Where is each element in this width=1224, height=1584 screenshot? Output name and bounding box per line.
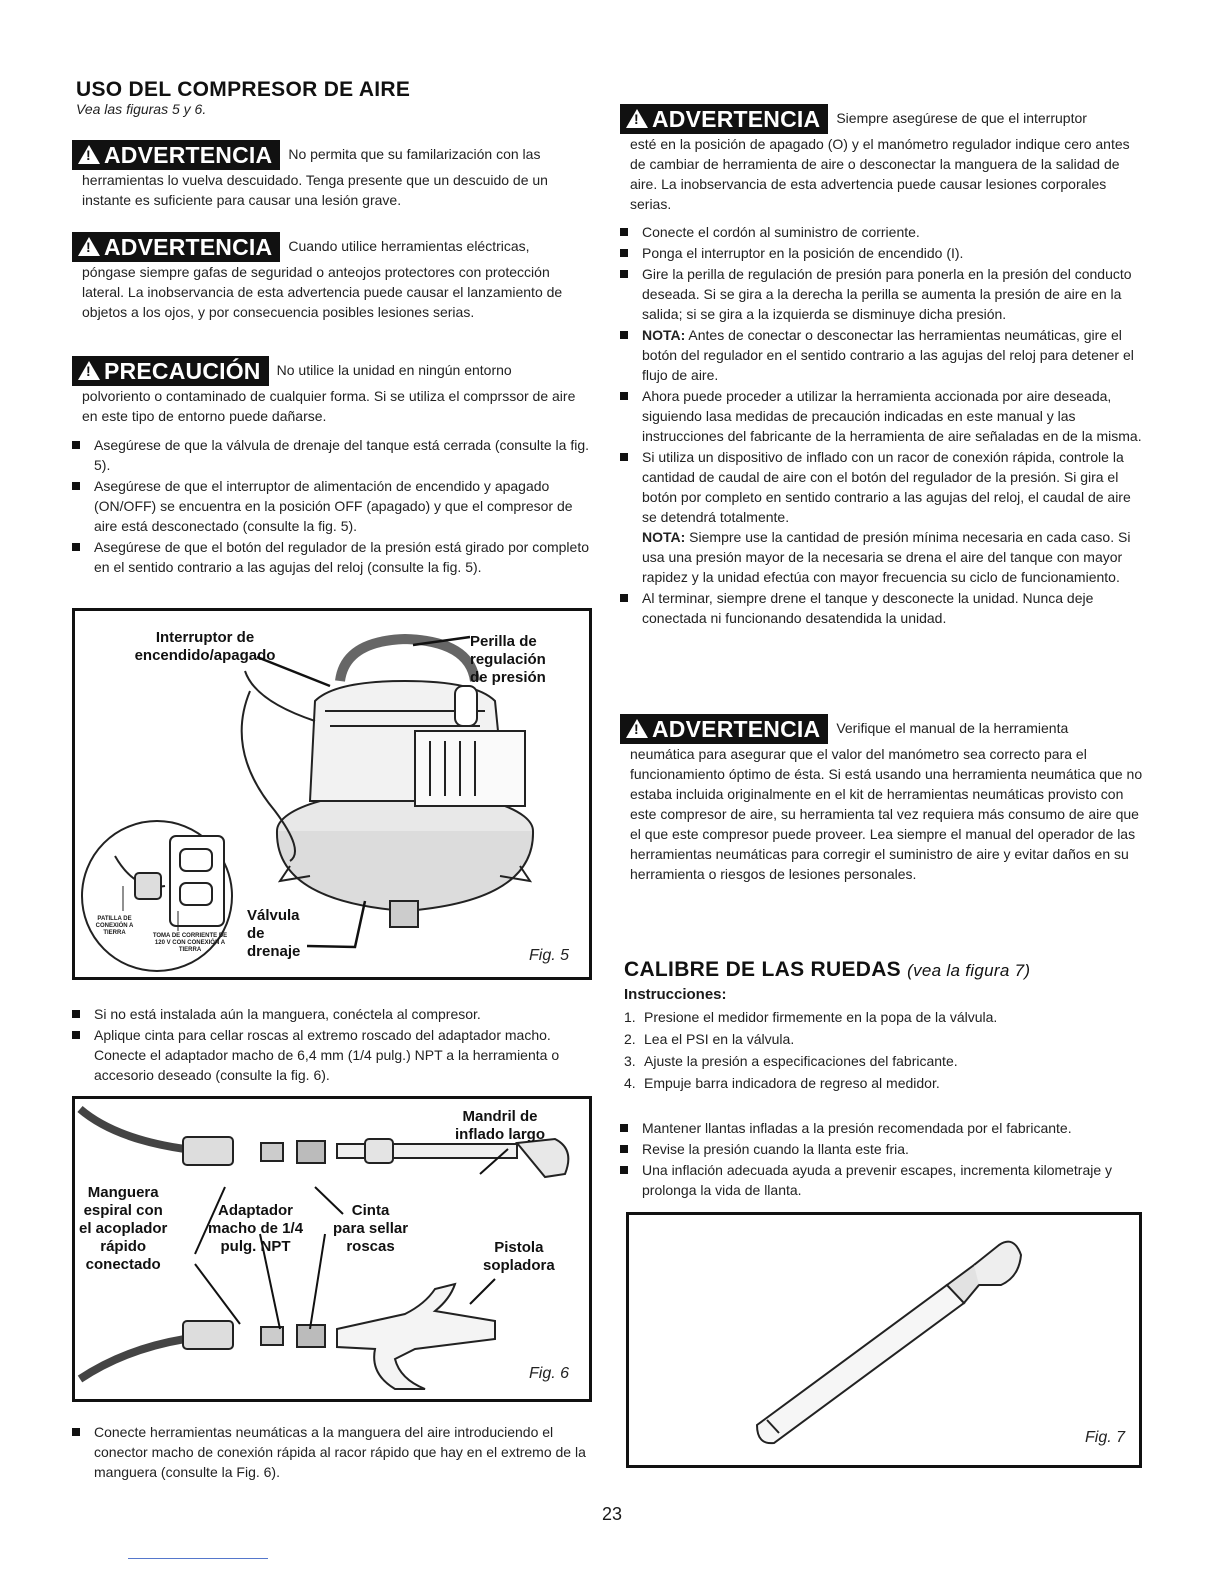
warning-text: neumática para asegurar que el valor del manómetro sea correcto para el funcionamiento óptimo de ésta. Si está usando una herramienta neumática que no estaba incluida originalmente en el kit de herramientas neumáticas provisto con este compresor de aire, su herramienta tal vez requiera más consumo de aire que el que este compresor puede proveer. Lea siempre el manual del operador de las herramientas neumáticas para corregir el suministro de aire y evitar daños en su herramienta o riesgos de lesiones personales. xyxy=(630,746,1143,882)
warning-badge: !ADVERTENCIA xyxy=(72,140,280,170)
label-power-switch: Interruptor de encendido/apagado xyxy=(134,629,276,664)
bullet-list-prep xyxy=(72,435,590,578)
list-item: Asegúrese de que el botón del regulador de la presión está girado por completo en el sentido contrario a las agujas del reloj (consulte la fig. 5). xyxy=(72,537,590,577)
section-title-compressor-use: USO DEL COMPRESOR DE AIRE xyxy=(76,78,411,101)
warning-triangle-icon xyxy=(626,109,648,128)
bullet-list-operation xyxy=(620,222,1143,629)
list-item: NOTA: Antes de conectar o desconectar las herramientas neumáticas, gire el botón del regulador en el sentido contrario a las agujas del reloj para detener el flujo de aire. xyxy=(620,325,1143,385)
tire-gauge-illustration xyxy=(629,1215,1139,1465)
figure-5 xyxy=(72,608,592,980)
warning-block-bottom xyxy=(620,714,1145,884)
caution-lead: No utilice la unidad en ningún entorno xyxy=(276,362,512,378)
figure-caption: Fig. 5 xyxy=(529,947,570,964)
warning-triangle-icon xyxy=(78,237,100,256)
instructions-label: Instrucciones: xyxy=(624,986,727,1003)
list-item: Conecte el cordón al suministro de corriente. xyxy=(620,222,1143,242)
section-subtitle: Vea las figuras 5 y 6. xyxy=(76,101,207,117)
list-item: Si no está instalada aún la manguera, conéctela al compresor. xyxy=(72,1004,590,1024)
list-item: Ahora puede proceder a utilizar la herramienta accionada por aire deseada, siguiendo lasa medidas de precaución indicadas en este manual y las instrucciones del fabricante de la herramienta de aire señaladas en de la misma. xyxy=(620,386,1143,446)
warning-triangle-icon xyxy=(78,145,100,164)
warning-lead: No permita que su familarización con las xyxy=(288,146,541,162)
label-ground-pin: PATILLA DE CONEXIÓN A TIERRA xyxy=(95,916,134,936)
list-item: Si utiliza un dispositivo de inflado con un racor de conexión rápida, controle la cantidad de caudal de aire con el botón del regulador de la presión. Si gira el botón por completo en sentido contrario a las agujas del reloj, el caudal de aire se detendrá totalmente. NOTA: Siempre use la cantidad de presión mínima necesaria en cada caso. Si usa una presión mayor de la necesaria se drena el aire del tanque con mayor rapidez y la unidad efectúa con mayor frecuencia su ciclo de funcionamiento. xyxy=(620,447,1143,587)
section-title-tire-gauge: CALIBRE DE LAS RUEDAS (vea la figura 7) xyxy=(624,958,1031,981)
page-number: 23 xyxy=(601,1504,623,1524)
warning-triangle-icon xyxy=(78,361,100,380)
figure-caption: Fig. 7 xyxy=(1085,1429,1126,1446)
warning-lead: Siempre asegúrese de que el interruptor xyxy=(836,110,1087,126)
warning-text: póngase siempre gafas de seguridad o anteojos protectores con protección lateral. La inobservancia de esta advertencia puede causar el lanzamiento de objetos a los ojos, y por consecuencia posibles lesiones serias. xyxy=(82,264,563,320)
list-item: Ponga el interruptor en la posición de encendido (I). xyxy=(620,243,1143,263)
list-item: Una inflación adecuada ayuda a prevenir escapes, incrementa kilometraje y prolonga la vida de llanta. xyxy=(620,1160,1143,1200)
warning-block-top xyxy=(620,104,1145,214)
list-item: Conecte herramientas neumáticas a la manguera del aire introduciendo el conector macho de conexión rápida al racor rápido que hay en el extremo de la manguera (consulte la Fig. 6). xyxy=(72,1422,590,1482)
warning-lead: Cuando utilice herramientas eléctricas, xyxy=(288,238,530,254)
list-item: 3. Ajuste la presión a especificaciones del fabricante. xyxy=(624,1053,958,1069)
list-item: Asegúrese de que la válvula de drenaje del tanque está cerrada (consulte la fig. 5). xyxy=(72,435,590,475)
label-pressure-knob: Perilla de regulación de presión xyxy=(470,633,546,686)
list-item: 2. Lea el PSI en la válvula. xyxy=(624,1031,795,1047)
warning-block-2 xyxy=(72,232,592,322)
warning-text: herramientas lo vuelva descuidado. Tenga presente que un descuido de un instante es suficiente para causar una lesión grave. xyxy=(82,172,548,208)
list-item: Al terminar, siempre drene el tanque y desconecte la unidad. Nunca deje conectada ni funcionando desatendida la unidad. xyxy=(620,588,1143,628)
list-item: 1. Presione el medidor firmemente en la popa de la válvula. xyxy=(624,1009,998,1025)
warning-badge: !ADVERTENCIA xyxy=(72,232,280,262)
label-grounded-outlet: TOMA DE CORRIENTE DE 120 V CON CONEXIÓN A TIERRA xyxy=(152,933,228,953)
list-item: 4. Empuje barra indicadora de regreso al medidor. xyxy=(624,1075,940,1091)
warning-triangle-icon xyxy=(626,719,648,738)
warning-block-1 xyxy=(72,140,592,210)
label-male-adapter: Adaptador macho de 1/4 pulg. NPT xyxy=(208,1202,304,1255)
warning-lead: Verifique el manual de la herramienta xyxy=(836,720,1069,736)
figure-7 xyxy=(626,1212,1142,1468)
caution-block xyxy=(72,356,592,426)
caution-text: polvoriento o contaminado de cualquier forma. Si se utiliza el comprssor de aire en este tipo de entorno puede dañarse. xyxy=(82,388,576,424)
footer-rule xyxy=(128,1558,268,1559)
list-item: Gire la perilla de regulación de presión para ponerla en la presión del conducto deseada. Si se gira a la derecha la perilla se aumenta la presión de aire en la salida; si se gira a la izquierda se disminuye dicha presión. xyxy=(620,264,1143,324)
bullet-list-hose xyxy=(72,1004,590,1086)
steps-list xyxy=(624,1006,1144,1094)
list-item: Aplique cinta para cellar roscas al extremo roscado del adaptador macho. Conecte el adaptador macho de 6,4 mm (1/4 pulg.) NPT a la herramienta o accesorio deseado (consulte la fig. 6). xyxy=(72,1025,590,1085)
list-item: Mantener llantas infladas a la presión recomendada por el fabricante. xyxy=(620,1118,1143,1138)
label-coiled-hose: Manguera espiral con el acoplador rápido conectado xyxy=(79,1184,168,1273)
warning-text: esté en la posición de apagado (O) y el manómetro regulador indique cero antes de cambiar de herramienta de aire o desconectar la manguera de la salidad de aire. La inobservancia de esta advertencia puede causar lesiones corporales serias. xyxy=(630,136,1130,212)
caution-badge: !PRECAUCIÓN xyxy=(72,356,269,386)
bullet-list-tires xyxy=(620,1118,1143,1201)
list-item: Revise la presión cuando la llanta este fria. xyxy=(620,1139,1143,1159)
bullet-list-connect xyxy=(72,1422,590,1483)
label-drain-valve: Válvula de drenaje xyxy=(247,907,301,960)
list-item: Asegúrese de que el interruptor de alimentación de encendido y apagado (ON/OFF) se encuentra en la posición OFF (apagado) y que el compresor de aire está desconectado (consulte la fig. 5). xyxy=(72,476,590,536)
figure-caption: Fig. 6 xyxy=(529,1365,570,1382)
warning-badge: !ADVERTENCIA xyxy=(620,104,828,134)
label-blow-gun: Pistola sopladora xyxy=(483,1239,555,1274)
warning-badge: !ADVERTENCIA xyxy=(620,714,828,744)
figure-6 xyxy=(72,1096,592,1402)
label-inflation-chuck: Mandril de inflado largo xyxy=(455,1108,545,1143)
label-sealing-tape: Cinta para sellar roscas xyxy=(333,1202,409,1255)
